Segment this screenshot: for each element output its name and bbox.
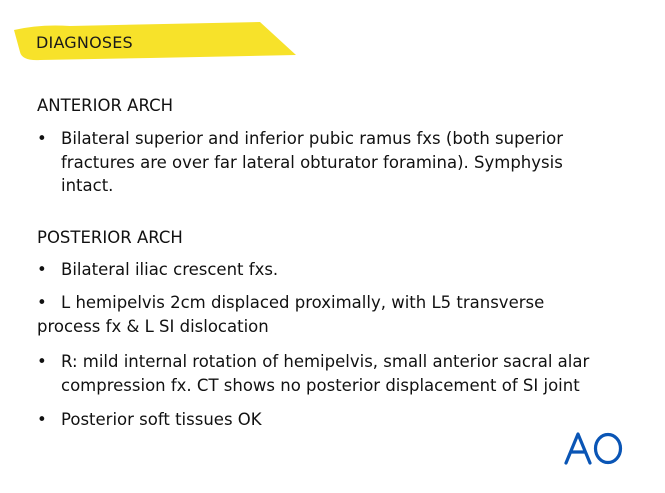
list-item (37, 127, 607, 198)
bullet-icon: • (37, 293, 47, 312)
list-item (37, 350, 627, 397)
section-banner (0, 22, 300, 62)
posterior-arch-heading: POSTERIOR ARCH (37, 228, 183, 247)
bullet-icon: • (37, 352, 47, 371)
list-item-text: Bilateral superior and inferior pubic ramus fxs (both superior fractures are over far lateral obturator foramina). Symphysis intact. (61, 129, 563, 195)
list-item-text: L hemipelvis 2cm displaced proximally, with L5 transverse process fx & L SI dislocation (37, 293, 545, 336)
anterior-arch-heading: ANTERIOR ARCH (37, 96, 174, 115)
list-item (37, 291, 597, 338)
list-item (37, 258, 637, 282)
ao-logo (563, 430, 625, 466)
bullet-icon: • (37, 410, 47, 429)
list-item-text: R: mild internal rotation of hemipelvis, small anterior sacral alar compression fx. CT shows no posterior displacement of SI joint (61, 352, 590, 395)
banner-title: DIAGNOSES (36, 33, 133, 52)
list-item (37, 408, 637, 432)
bullet-icon: • (37, 260, 47, 279)
list-item-text: Bilateral iliac crescent fxs. (61, 260, 279, 279)
list-item-text: Posterior soft tissues OK (61, 410, 262, 429)
bullet-icon: • (37, 129, 47, 148)
